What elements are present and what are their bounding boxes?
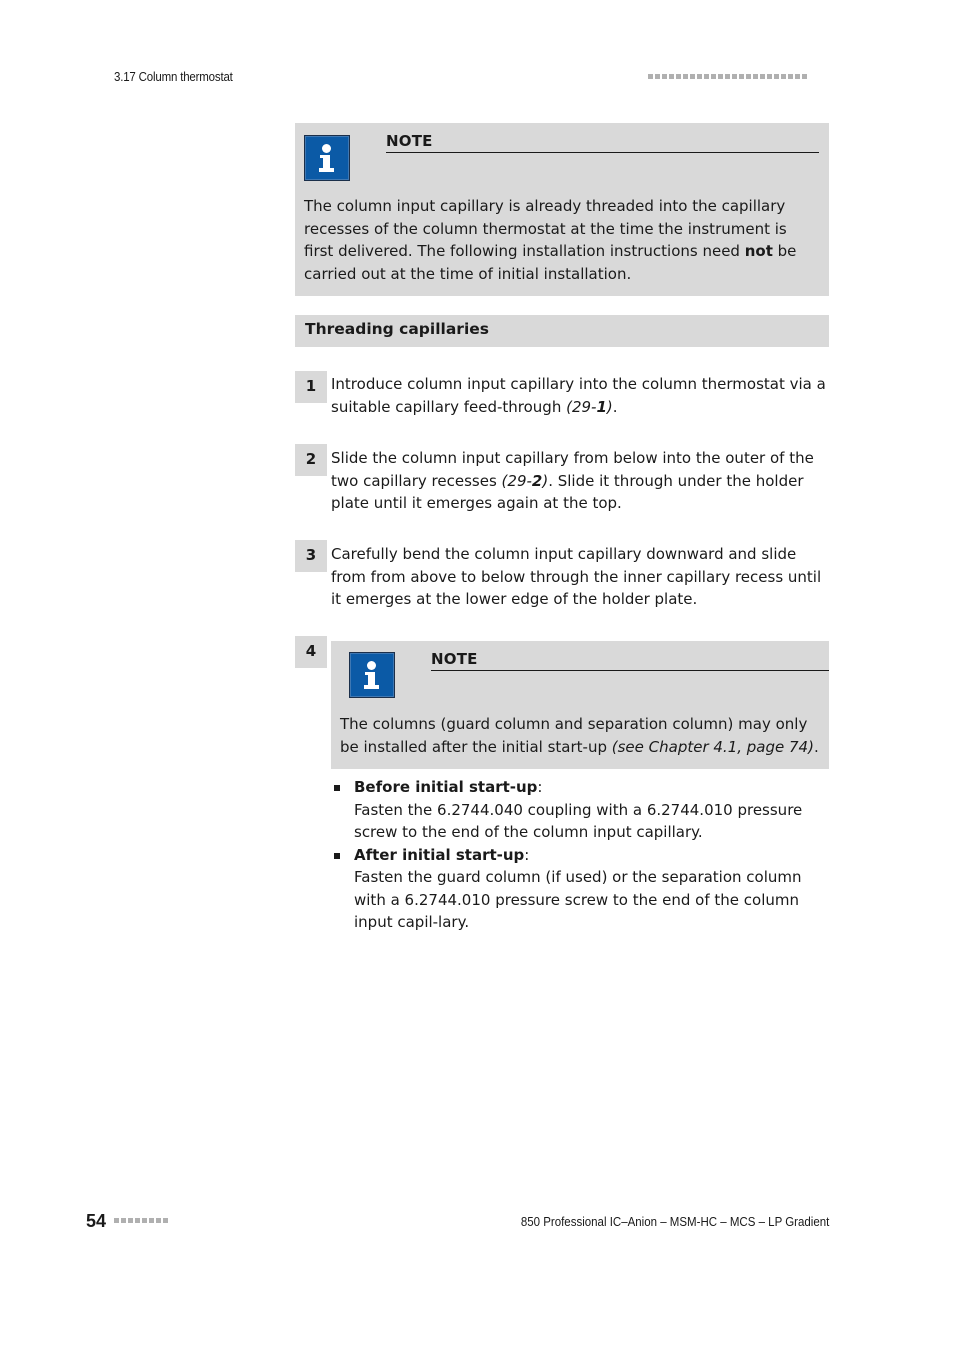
- bullet-item: Before initial start-up: Fasten the 6.2744.040 coupling with a 6.2744.010 pressure screw to the end of the column input capillary.: [332, 776, 832, 844]
- info-icon: [349, 652, 395, 698]
- note-title: NOTE: [386, 132, 819, 153]
- step-number: 2: [295, 444, 327, 476]
- note-box: [295, 123, 829, 296]
- step-text: Carefully bend the column input capillary downward and slide from from above to below through the inner capillary recess until it emerges at the lower edge of the holder plate.: [331, 545, 822, 608]
- step-number: 4: [295, 636, 327, 668]
- info-icon: [304, 135, 350, 181]
- header-decoration: [648, 74, 807, 79]
- document-title: 850 Professional IC–Anion – MSM-HC – MCS – LP Gradient: [520, 1215, 829, 1229]
- step-number: 1: [295, 371, 327, 403]
- running-header-section: 3.17 Column thermostat: [114, 70, 233, 84]
- footer-decoration: [114, 1218, 168, 1223]
- note-box: [331, 641, 829, 769]
- page-number: 54: [86, 1211, 107, 1231]
- section-heading: Threading capillaries: [295, 315, 829, 347]
- step-text: Introduce column input capillary into the column thermostat via a suitable capillary feed-through (29-1).: [331, 375, 826, 416]
- note-body: The columns (guard column and separation column) may only be installed after the initial start-up (see Chapter 4.1, page 74).: [340, 715, 819, 756]
- step-number: 3: [295, 540, 327, 572]
- step-text: Slide the column input capillary from below into the outer of the two capillary recesses (29-2). Slide it through under the holder plate until it emerges again at the top.: [331, 449, 814, 512]
- note-title: NOTE: [431, 650, 829, 671]
- note-body: The column input capillary is already threaded into the capillary recesses of the column thermostat at the time the instrument is first delivered. The following installation instructions need not be carried out at the time of initial installation.: [304, 197, 797, 283]
- bullet-item: After initial start-up: Fasten the guard column (if used) or the separation column with a 6.2744.010 pressure screw to the end of the column input capil-lary.: [332, 844, 832, 934]
- bullet-list: [332, 776, 832, 934]
